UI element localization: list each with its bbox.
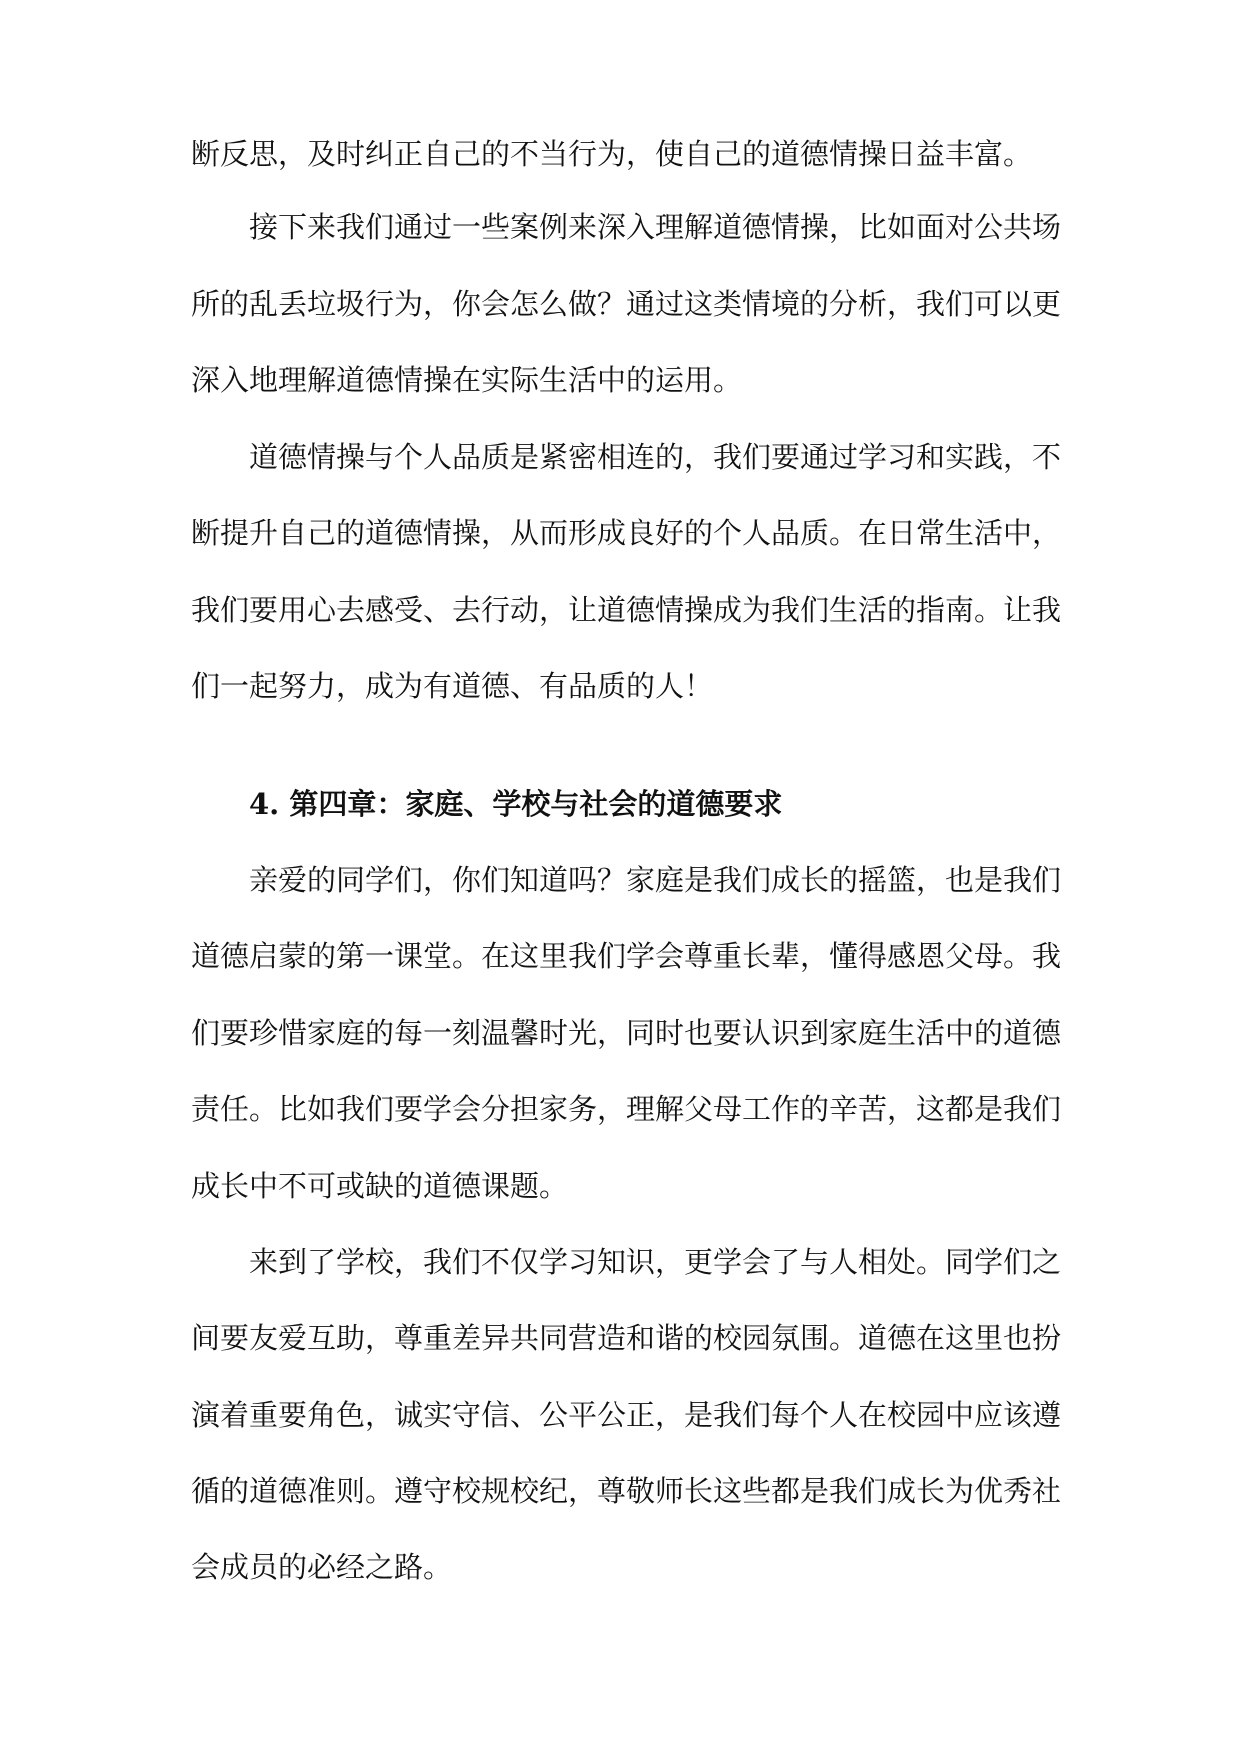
- paragraph-line: 亲爱的同学们，你们知道吗？家庭是我们成长的摇篮，也是我们: [249, 863, 1062, 897]
- paragraph-line: 我们要用心去感受、去行动，让道德情操成为我们生活的指南。让我: [191, 593, 1062, 627]
- paragraph-line: 循的道德准则。遵守校规校纪，尊敬师长这些都是我们成长为优秀社: [191, 1474, 1062, 1508]
- paragraph-line: 们要珍惜家庭的每一刻温馨时光，同时也要认识到家庭生活中的道德: [191, 1016, 1062, 1050]
- paragraph-line: 间要友爱互助，尊重差异共同营造和谐的校园氛围。道德在这里也扮: [191, 1321, 1062, 1355]
- paragraph-line: 道德情操与个人品质是紧密相连的，我们要通过学习和实践，不: [249, 440, 1062, 474]
- paragraph-line: 所的乱丢垃圾行为，你会怎么做？通过这类情境的分析，我们可以更: [191, 287, 1062, 321]
- paragraph-line: 来到了学校，我们不仅学习知识，更学会了与人相处。同学们之: [249, 1245, 1062, 1279]
- paragraph-line: 断反思，及时纠正自己的不当行为，使自己的道德情操日益丰富。: [191, 137, 1033, 171]
- paragraph-line: 成长中不可或缺的道德课题。: [191, 1169, 569, 1203]
- paragraph-line: 断提升自己的道德情操，从而形成良好的个人品质。在日常生活中，: [191, 516, 1062, 550]
- paragraph-line: 演着重要角色，诚实守信、公平公正，是我们每个人在校园中应该遵: [191, 1398, 1062, 1432]
- paragraph-line: 深入地理解道德情操在实际生活中的运用。: [191, 363, 743, 397]
- paragraph-line: 接下来我们通过一些案例来深入理解道德情操，比如面对公共场: [249, 210, 1062, 244]
- paragraph-line: 道德启蒙的第一课堂。在这里我们学会尊重长辈，懂得感恩父母。我: [191, 939, 1062, 973]
- chapter-heading: 4. 第四章：家庭、学校与社会的道德要求: [249, 787, 783, 821]
- paragraph-line: 们一起努力，成为有道德、有品质的人！: [191, 669, 714, 703]
- paragraph-line: 会成员的必经之路。: [191, 1550, 453, 1584]
- paragraph-line: 责任。比如我们要学会分担家务，理解父母工作的辛苦，这都是我们: [191, 1092, 1062, 1126]
